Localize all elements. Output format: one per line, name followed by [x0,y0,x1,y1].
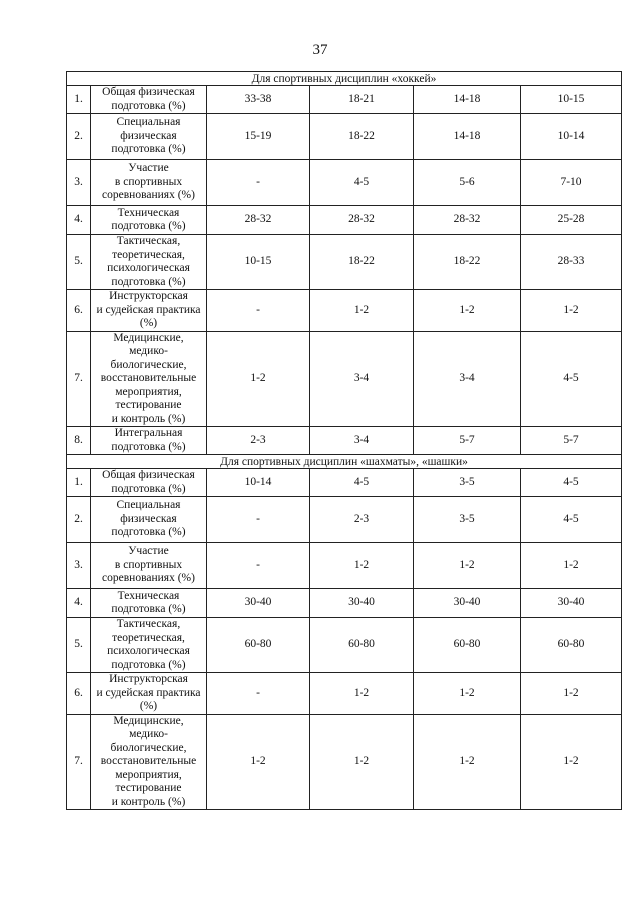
table-row [67,160,622,206]
section-header-row [67,72,622,86]
row-value: 3-5 [414,497,521,543]
row-category: Техническая подготовка (%) [91,589,207,618]
row-number: 1. [67,469,91,497]
table-row [67,86,622,114]
row-category: Участие в спортивных соревнованиях (%) [91,160,207,206]
row-category: Тактическая, теоретическая, психологическая подготовка (%) [91,618,207,673]
row-number: 5. [67,618,91,673]
table-row [67,618,622,673]
row-value: 30-40 [310,589,414,618]
row-value: 30-40 [207,589,310,618]
row-value: 18-21 [310,86,414,114]
row-value: 1-2 [310,543,414,589]
row-value: 28-32 [414,206,521,235]
row-value: 14-18 [414,86,521,114]
row-category: Участие в спортивных соревнованиях (%) [91,543,207,589]
row-value: 25-28 [521,206,622,235]
row-category: Специальная физическая подготовка (%) [91,114,207,160]
row-value: 1-2 [310,290,414,332]
row-value: 4-5 [521,331,622,427]
row-value: 3-4 [310,331,414,427]
row-value: 4-5 [310,469,414,497]
row-category: Общая физическая подготовка (%) [91,469,207,497]
table-row [67,469,622,497]
section-title: Для спортивных дисциплин «хоккей» [67,72,622,86]
section-title: Для спортивных дисциплин «шахматы», «шашки» [67,455,622,469]
row-number: 6. [67,673,91,715]
row-value: - [207,543,310,589]
row-category: Специальная физическая подготовка (%) [91,497,207,543]
row-value: 1-2 [207,331,310,427]
row-value: 28-32 [310,206,414,235]
row-value: 30-40 [414,589,521,618]
table-row [67,290,622,332]
row-number: 4. [67,206,91,235]
row-number: 7. [67,331,91,427]
table-row [67,497,622,543]
table-row [67,206,622,235]
row-number: 3. [67,160,91,206]
row-category: Медицинские, медико- биологические, восстановительные мероприятия, тестирование и контроль (%) [91,331,207,427]
page-number: 37 [312,42,328,58]
row-value: 7-10 [521,160,622,206]
row-value: 1-2 [207,714,310,810]
row-value: 5-7 [414,427,521,455]
row-number: 4. [67,589,91,618]
row-value: 18-22 [414,235,521,290]
row-value: 1-2 [414,673,521,715]
table-row [67,427,622,455]
table-row [67,673,622,715]
row-category: Тактическая, теоретическая, психологическая подготовка (%) [91,235,207,290]
table-row [67,543,622,589]
row-value: - [207,673,310,715]
row-category: Инструкторская и судейская практика (%) [91,673,207,715]
row-value: 28-32 [207,206,310,235]
row-value: 1-2 [521,543,622,589]
row-value: - [207,290,310,332]
row-value: 1-2 [414,714,521,810]
row-value: 10-15 [207,235,310,290]
row-value: - [207,160,310,206]
row-value: 5-6 [414,160,521,206]
row-value: 1-2 [521,673,622,715]
row-value: 33-38 [207,86,310,114]
section-header-row [67,455,622,469]
row-category: Интегральная подготовка (%) [91,427,207,455]
row-value: 14-18 [414,114,521,160]
table-row [67,114,622,160]
row-number: 6. [67,290,91,332]
row-value: 2-3 [310,497,414,543]
row-value: 2-3 [207,427,310,455]
row-value: 4-5 [521,497,622,543]
row-value: 10-14 [207,469,310,497]
row-value: 15-19 [207,114,310,160]
row-value: 18-22 [310,114,414,160]
row-number: 5. [67,235,91,290]
row-value: 3-5 [414,469,521,497]
row-value: 3-4 [310,427,414,455]
row-value: 60-80 [414,618,521,673]
table-row [67,235,622,290]
row-number: 3. [67,543,91,589]
row-value: 4-5 [310,160,414,206]
row-value: 18-22 [310,235,414,290]
table-row [67,589,622,618]
row-value: 28-33 [521,235,622,290]
row-value: 10-14 [521,114,622,160]
row-value: 1-2 [310,673,414,715]
row-value: 1-2 [310,714,414,810]
row-value: 60-80 [521,618,622,673]
row-value: - [207,497,310,543]
training-ratio-table [66,71,622,810]
row-number: 8. [67,427,91,455]
row-category: Медицинские, медико- биологические, восстановительные мероприятия, тестирование и контроль (%) [91,714,207,810]
row-value: 5-7 [521,427,622,455]
row-number: 7. [67,714,91,810]
row-category: Общая физическая подготовка (%) [91,86,207,114]
row-value: 1-2 [414,543,521,589]
row-value: 4-5 [521,469,622,497]
row-category: Инструкторская и судейская практика (%) [91,290,207,332]
row-value: 60-80 [207,618,310,673]
row-value: 1-2 [521,290,622,332]
row-value: 10-15 [521,86,622,114]
row-value: 1-2 [414,290,521,332]
row-value: 30-40 [521,589,622,618]
row-number: 2. [67,114,91,160]
row-category: Техническая подготовка (%) [91,206,207,235]
row-number: 2. [67,497,91,543]
row-value: 1-2 [521,714,622,810]
table-row [67,331,622,427]
row-number: 1. [67,86,91,114]
row-value: 3-4 [414,331,521,427]
row-value: 60-80 [310,618,414,673]
table-row [67,714,622,810]
